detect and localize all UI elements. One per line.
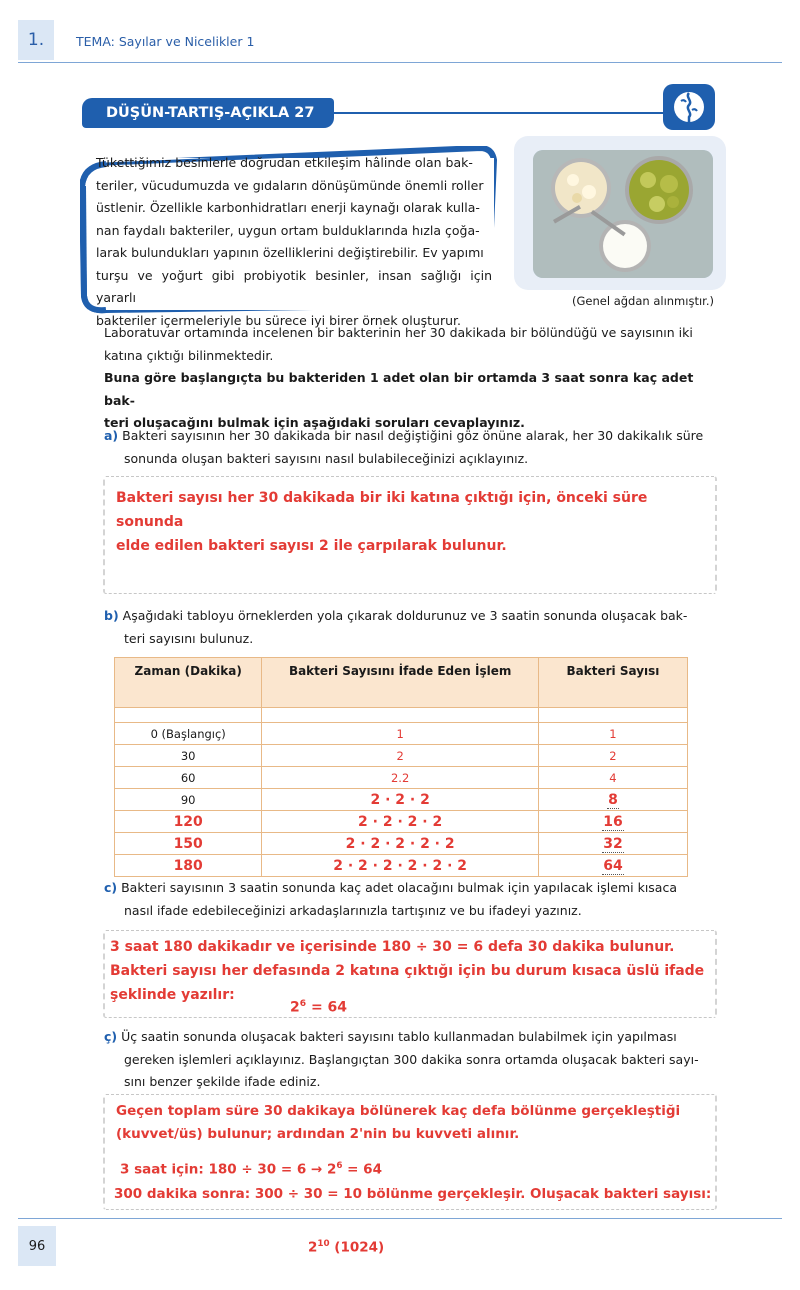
question-c xyxy=(104,877,724,922)
table-cell-operation: 2 · 2 · 2 · 2 · 2 xyxy=(262,833,539,855)
answer-cc-step xyxy=(120,1155,382,1182)
table-row xyxy=(115,723,688,745)
table-cell-count: 4 xyxy=(538,767,687,789)
question-b xyxy=(104,605,724,650)
table-header: Zaman (Dakika) xyxy=(115,658,262,708)
power-result: (1024) xyxy=(329,1239,385,1256)
intro-line: bakteriler içermeleriyle bu sürece iyi birer örnek oluşturur. xyxy=(96,312,461,328)
question-line: Aşağıdaki tabloyu örneklerden yola çıkarak doldurunuz ve 3 saatin sonunda oluşacak bak- xyxy=(122,608,688,623)
section-banner: DÜŞÜN-TARTIŞ-AÇIKLA 27 xyxy=(82,98,334,128)
answer-line: (kuvvet/üs) bulunur; ardından 2'nin bu kuvveti alınır. xyxy=(116,1126,520,1142)
intro-line: turşu ve yoğurt gibi probiyotik besinler, insan sağlığı için yararlı xyxy=(96,267,492,305)
answer-line: 3 saat 180 dakikadır ve içerisinde 180 ÷ 30 = 6 defa 30 dakika bulunur. xyxy=(110,939,675,955)
power-result: = 64 xyxy=(306,999,348,1016)
table-cell-time: 90 xyxy=(115,789,262,811)
answer-cc xyxy=(116,1100,716,1146)
power-exponent: 6 xyxy=(299,999,307,1009)
table-cell-count: 8 xyxy=(608,791,618,808)
banner-rule xyxy=(334,112,664,114)
table-spacer xyxy=(115,708,262,723)
unit-number: 1. xyxy=(18,20,54,60)
answer-a xyxy=(116,486,716,558)
answer-cc-result xyxy=(308,1233,384,1260)
table-cell-count: 1 xyxy=(538,723,687,745)
table-row xyxy=(115,811,688,833)
table-row xyxy=(115,745,688,767)
table-row xyxy=(115,767,688,789)
table-cell-count: 64 xyxy=(603,857,623,874)
table-row xyxy=(115,833,688,855)
table-cell-time: 180 xyxy=(115,855,262,877)
power-expression xyxy=(290,992,347,1020)
power-base: 2 xyxy=(308,1239,318,1256)
table-cell-time: 30 xyxy=(115,745,262,767)
footer-divider xyxy=(18,1218,782,1219)
table-spacer xyxy=(538,708,687,723)
table-cell-count: 2 xyxy=(538,745,687,767)
table-cell-count: 16 xyxy=(603,813,623,830)
table-cell-time: 150 xyxy=(115,833,262,855)
table-cell-time: 120 xyxy=(115,811,262,833)
intro-line: teriler, vücudumuzda ve gıdaların dönüşümünde önemli roller xyxy=(96,177,484,193)
photo-caption: (Genel ağdan alınmıştır.) xyxy=(572,294,714,308)
answer-line: Bakteri sayısı her defasında 2 katına çıktığı için bu durum kısaca üslü ifade xyxy=(110,963,705,979)
problem-instruction: Buna göre başlangıçta bu bakteriden 1 adet olan bir ortamda 3 saat sonra kaç adet bak- xyxy=(104,370,694,408)
question-letter: c) xyxy=(104,880,118,895)
table-cell-operation: 1 xyxy=(262,723,539,745)
question-letter: b) xyxy=(104,608,119,623)
table-cell-operation: 2 · 2 · 2 xyxy=(262,789,539,811)
table-cell-operation: 2 · 2 · 2 · 2 · 2 · 2 xyxy=(262,855,539,877)
problem-text xyxy=(104,322,724,435)
question-line: teri sayısını bulunuz. xyxy=(124,630,254,646)
power-result: = 64 xyxy=(342,1161,382,1178)
problem-line: katına çıktığı bilinmektedir. xyxy=(104,347,274,363)
theme-title: TEMA: Sayılar ve Nicelikler 1 xyxy=(76,34,255,49)
answer-line: Bakteri sayısı her 30 dakikada bir iki katına çıktığı için, önceki süre sonunda xyxy=(116,490,648,530)
table-cell-operation: 2.2 xyxy=(262,767,539,789)
intro-line: Tükettiğimiz besinlerle doğrudan etkileşim hâlinde olan bak- xyxy=(96,155,473,170)
table-cell-time: 60 xyxy=(115,767,262,789)
food-photo xyxy=(533,150,713,278)
intro-line: larak bulundukları yapının özelliklerini değiştirebilir. Ev yapımı xyxy=(96,245,484,260)
question-line: Bakteri sayısının her 30 dakikada bir nasıl değiştiğini göz önüne alarak, her 30 dakikalık süre xyxy=(122,428,704,443)
question-letter: a) xyxy=(104,428,119,443)
problem-line: Laboratuvar ortamında incelenen bir bakterinin her 30 dakikada bir bölündüğü ve sayısının iki xyxy=(104,325,693,340)
page-number: 96 xyxy=(18,1226,56,1266)
question-letter: ç) xyxy=(104,1029,118,1044)
intro-line: nan faydalı bakteriler, uygun ortam bulduklarında hızla çoğa- xyxy=(96,222,480,238)
table-header: Bakteri Sayısı xyxy=(538,658,687,708)
header-divider xyxy=(18,62,782,63)
table-spacer xyxy=(262,708,539,723)
power-exponent: 10 xyxy=(317,1239,330,1249)
intro-line: üstlenir. Özellikle karbonhidratları enerji kaynağı olarak kulla- xyxy=(96,200,480,215)
bacteria-table xyxy=(114,657,688,877)
question-cc xyxy=(104,1026,724,1094)
table-cell-count: 32 xyxy=(603,835,623,852)
table-cell-time: 0 (Başlangıç) xyxy=(115,723,262,745)
question-line: sını benzer şekilde ifade ediniz. xyxy=(124,1074,321,1089)
brain-icon xyxy=(663,84,715,130)
table-header: Bakteri Sayısını İfade Eden İşlem xyxy=(262,658,539,708)
question-line: sonunda oluşan bakteri sayısını nasıl bulabileceğinizi açıklayınız. xyxy=(124,450,529,466)
answer-line: şeklinde yazılır: xyxy=(110,987,235,1003)
question-line: Bakteri sayısının 3 saatin sonunda kaç adet olacağını bulmak için yapılacak işlemi kısaca xyxy=(121,880,677,895)
answer-line: Geçen toplam süre 30 dakikaya bölünerek kaç defa bölünme gerçekleştiği xyxy=(116,1103,681,1119)
intro-paragraph xyxy=(96,152,492,332)
answer-cc-300: 300 dakika sonra: 300 ÷ 30 = 10 bölünme gerçekleşir. Oluşacak bakteri sayısı: xyxy=(114,1186,712,1202)
table-cell-operation: 2 · 2 · 2 · 2 xyxy=(262,811,539,833)
question-line: gereken işlemleri açıklayınız. Başlangıçtan 300 dakika sonra ortamda oluşacak bakteri sayı- xyxy=(124,1051,699,1067)
question-line: nasıl ifade edebileceğinizi arkadaşlarınızla tartışınız ve bu ifadeyi yazınız. xyxy=(124,902,582,918)
answer-c xyxy=(110,935,716,1007)
problem-instruction: teri oluşacağını bulmak için aşağıdaki soruları cevaplayınız. xyxy=(104,415,525,430)
table-cell-operation: 2 xyxy=(262,745,539,767)
table-header-row xyxy=(115,658,688,708)
table-row xyxy=(115,855,688,877)
table-row xyxy=(115,789,688,811)
answer-line: elde edilen bakteri sayısı 2 ile çarpılarak bulunur. xyxy=(116,538,507,554)
question-line: Üç saatin sonunda oluşacak bakteri sayısını tablo kullanmadan bulabilmek için yapılması xyxy=(121,1029,677,1044)
power-exponent: 6 xyxy=(336,1161,343,1171)
answer-line: 3 saat için: 180 ÷ 30 = 6 → 2 xyxy=(120,1161,337,1178)
power-base: 2 xyxy=(290,999,300,1016)
question-a xyxy=(104,425,724,470)
